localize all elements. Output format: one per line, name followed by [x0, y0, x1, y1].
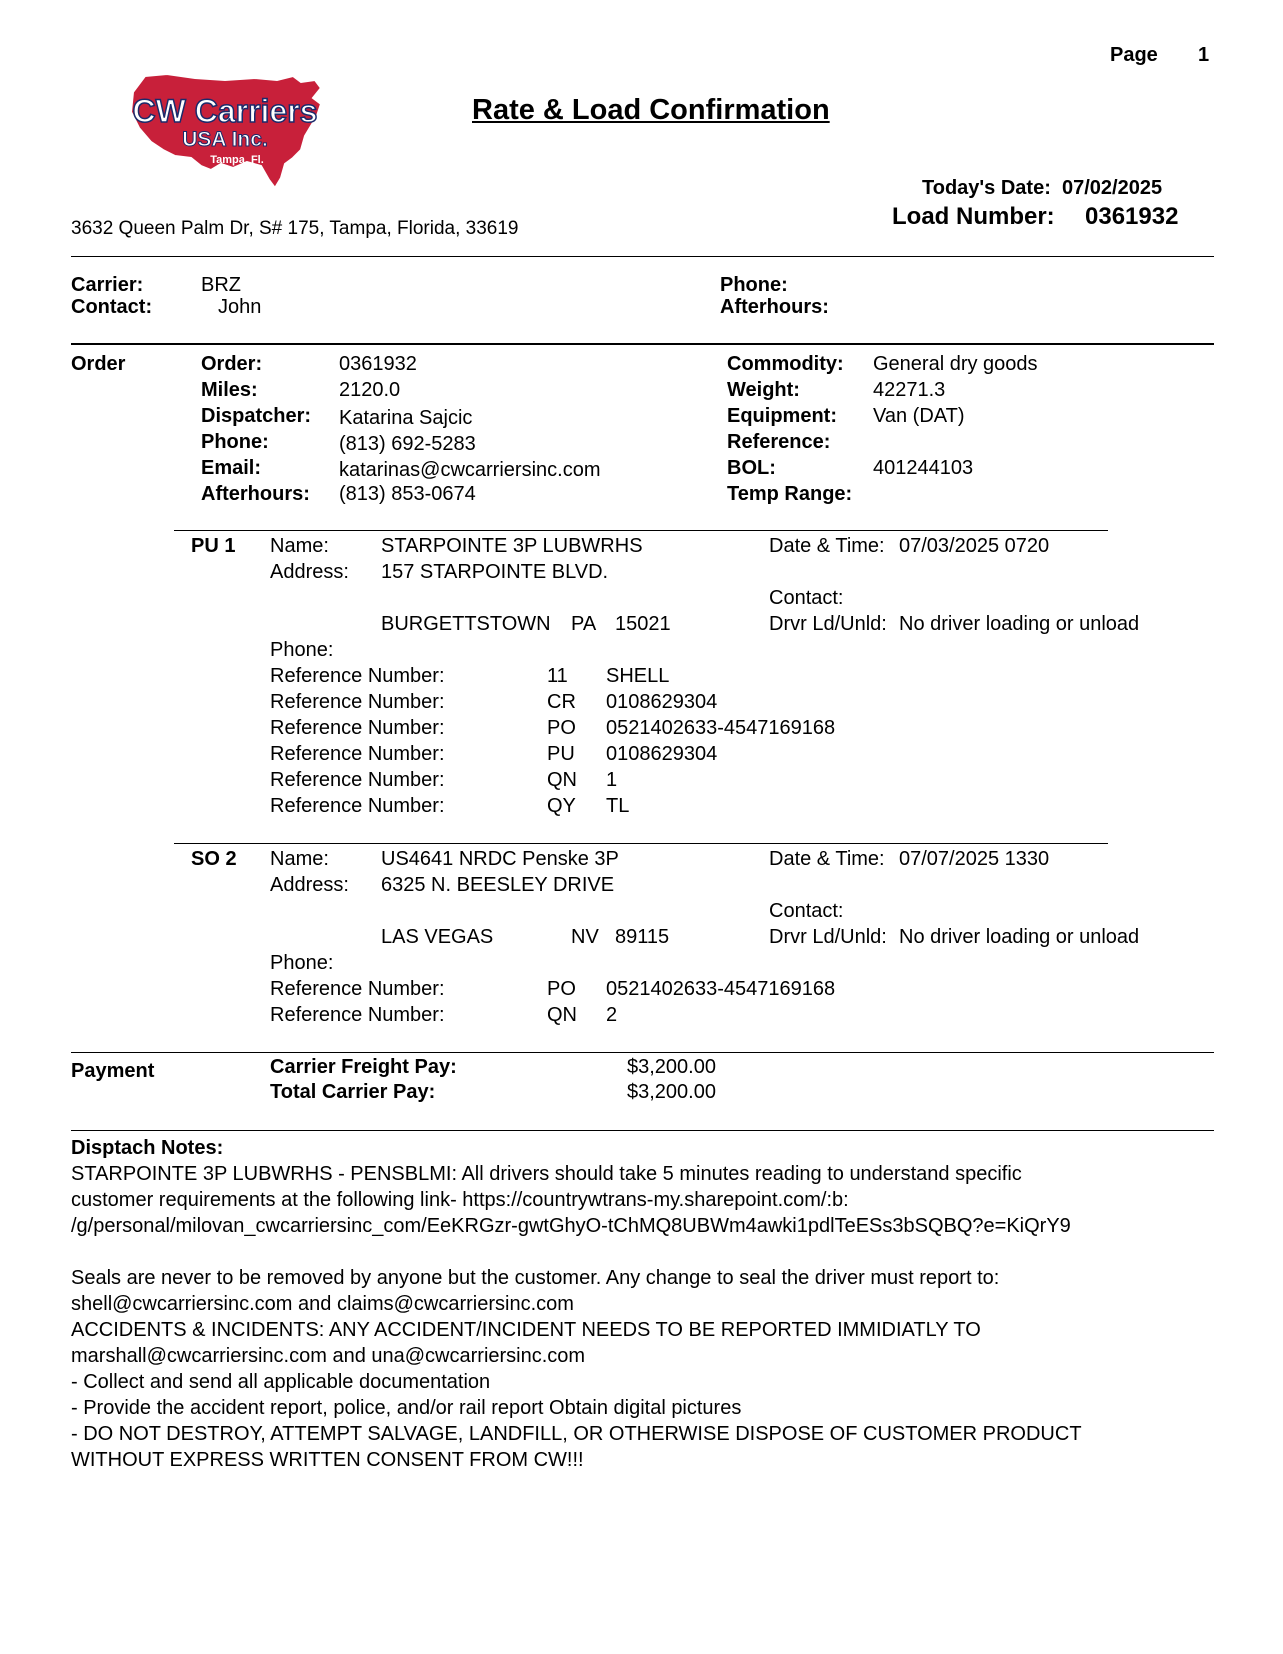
- stop-name: US4641 NRDC Penske 3P: [381, 848, 619, 870]
- notes-line: - Collect and send all applicable documentation: [71, 1371, 491, 1393]
- reference-number-label: Reference Number:: [270, 717, 445, 739]
- order-label: Order:: [201, 353, 263, 375]
- dispatcher-value: Katarina Sajcic: [339, 407, 473, 429]
- notes-line: - Provide the accident report, police, and/or rail report Obtain digital pictures: [71, 1397, 742, 1419]
- miles-label: Miles:: [201, 379, 258, 401]
- stop-address: 157 STARPOINTE BLVD.: [381, 561, 609, 583]
- divider: [71, 1130, 1214, 1131]
- bol-value: 401244103: [873, 457, 974, 479]
- reference-value: SHELL: [606, 665, 670, 687]
- notes-blank-line: [71, 1239, 1231, 1265]
- divider: [174, 843, 1108, 844]
- reference-code: QN: [547, 1004, 577, 1026]
- dispatcher-phone-label: Phone:: [201, 431, 269, 453]
- reference-value: 0108629304: [606, 691, 718, 713]
- reference-code: PO: [547, 717, 576, 739]
- stop-drvr-label: Drvr Ld/Unld:: [769, 926, 887, 948]
- reference-number-label: Reference Number:: [270, 691, 445, 713]
- weight-value: 42271.3: [873, 379, 946, 401]
- dispatcher-label: Dispatcher:: [201, 405, 312, 427]
- notes-line: Seals are never to be removed by anyone but the customer. Any change to seal the driver must report to:: [71, 1267, 1000, 1289]
- stop-datetime-label: Date & Time:: [769, 535, 885, 557]
- stop-drvr-label: Drvr Ld/Unld:: [769, 613, 887, 635]
- carrier-label: Carrier:: [71, 274, 144, 296]
- carrier-phone-label: Phone:: [720, 274, 788, 296]
- reference-number-label: Reference Number:: [270, 978, 445, 1000]
- dispatch-notes: [71, 1135, 1231, 1473]
- miles-value: 2120.0: [339, 379, 401, 401]
- order-value: 0361932: [339, 353, 417, 375]
- order-afterhours-value: (813) 853-0674: [339, 483, 476, 505]
- load-number-value: 0361932: [1085, 203, 1179, 230]
- order-section-label: Order: [71, 353, 126, 375]
- divider: [174, 530, 1108, 531]
- reference-value: 0108629304: [606, 743, 718, 765]
- stop-code: SO 2: [191, 848, 237, 870]
- weight-label: Weight:: [727, 379, 800, 401]
- freight-pay-value: $3,200.00: [627, 1056, 716, 1078]
- stop-phone-label: Phone:: [270, 639, 334, 661]
- bol-label: BOL:: [727, 457, 776, 479]
- stop-address-label: Address:: [270, 874, 349, 896]
- reference-number-label: Reference Number:: [270, 795, 445, 817]
- reference-number-label: Reference Number:: [270, 769, 445, 791]
- equipment-label: Equipment:: [727, 405, 837, 427]
- reference-number-label: Reference Number:: [270, 743, 445, 765]
- stop-drvr-value: No driver loading or unload: [899, 926, 1140, 948]
- carrier-afterhours-label: Afterhours:: [720, 296, 829, 318]
- commodity-label: Commodity:: [727, 353, 844, 375]
- notes-line: ACCIDENTS & INCIDENTS: ANY ACCIDENT/INCIDENT NEEDS TO BE REPORTED IMMIDIATLY TO: [71, 1319, 981, 1341]
- stop-city: LAS VEGAS: [381, 926, 494, 948]
- stop-state: PA: [571, 613, 597, 635]
- logo-line2: USA Inc.: [182, 128, 268, 151]
- contact-value: John: [218, 296, 262, 318]
- reference-value: TL: [606, 795, 630, 817]
- dispatcher-phone-value: (813) 692-5283: [339, 433, 476, 455]
- reference-value: 0521402633-4547169168: [606, 717, 836, 739]
- email-label: Email:: [201, 457, 262, 479]
- notes-line: customer requirements at the following link- https://countrywtrans-my.sharepoint.com/:b:: [71, 1189, 849, 1211]
- stop-datetime: 07/03/2025 0720: [899, 535, 1050, 557]
- reference-code: PO: [547, 978, 576, 1000]
- reference-value: 2: [606, 1004, 618, 1026]
- freight-pay-label: Carrier Freight Pay:: [270, 1056, 457, 1078]
- reference-label: Reference:: [727, 431, 831, 453]
- stop-city: BURGETTSTOWN: [381, 613, 551, 635]
- notes-line: shell@cwcarriersinc.com and claims@cwcarriersinc.com: [71, 1293, 574, 1315]
- contact-label: Contact:: [71, 296, 153, 318]
- notes-title: Disptach Notes:: [71, 1137, 224, 1159]
- stop-name-label: Name:: [270, 848, 329, 870]
- page-title: Rate & Load Confirmation: [472, 94, 830, 126]
- reference-code: PU: [547, 743, 575, 765]
- reference-code: QY: [547, 795, 576, 817]
- todays-date-value: 07/02/2025: [1062, 177, 1163, 199]
- stop-name: STARPOINTE 3P LUBWRHS: [381, 535, 643, 557]
- todays-date-label: Today's Date:: [922, 177, 1051, 199]
- divider: [71, 256, 1214, 257]
- stop-address-label: Address:: [270, 561, 349, 583]
- page-label: Page: [1110, 44, 1158, 66]
- commodity-value: General dry goods: [873, 353, 1038, 375]
- stop-name-label: Name:: [270, 535, 329, 557]
- reference-code: CR: [547, 691, 576, 713]
- company-logo: [125, 66, 330, 192]
- stop-contact-label: Contact:: [769, 587, 844, 609]
- reference-code: 11: [547, 665, 568, 687]
- total-pay-label: Total Carrier Pay:: [270, 1081, 436, 1103]
- stop-contact-label: Contact:: [769, 900, 844, 922]
- notes-line: /g/personal/milovan_cwcarriersinc_com/EeKRGzr-gwtGhyO-tChMQ8UBWm4awki1pdlTeESs3bSQBQ?e=KiQrY9: [71, 1215, 1071, 1237]
- stop-state: NV: [571, 926, 599, 948]
- payment-section-label: Payment: [71, 1060, 155, 1082]
- stop-zip: 15021: [615, 613, 671, 635]
- reference-value: 0521402633-4547169168: [606, 978, 836, 1000]
- carrier-value: BRZ: [201, 274, 241, 296]
- reference-number-label: Reference Number:: [270, 1004, 445, 1026]
- load-number-label: Load Number:: [892, 203, 1055, 230]
- logo-line3: Tampa, Fl.: [210, 154, 264, 166]
- divider: [71, 1052, 1214, 1053]
- notes-line: - DO NOT DESTROY, ATTEMPT SALVAGE, LANDFILL, OR OTHERWISE DISPOSE OF CUSTOMER PRODUCT: [71, 1423, 1082, 1445]
- logo-line1: CW Carriers: [132, 93, 318, 129]
- reference-code: QN: [547, 769, 577, 791]
- reference-value: 1: [606, 769, 618, 791]
- divider: [71, 343, 1214, 345]
- stop-address: 6325 N. BEESLEY DRIVE: [381, 874, 615, 896]
- notes-line: marshall@cwcarriersinc.com and una@cwcarriersinc.com: [71, 1345, 586, 1367]
- reference-number-label: Reference Number:: [270, 665, 445, 687]
- order-afterhours-label: Afterhours:: [201, 483, 310, 505]
- email-link[interactable]: katarinas@cwcarriersinc.com: [339, 459, 601, 481]
- equipment-value: Van (DAT): [873, 405, 965, 427]
- stop-datetime: 07/07/2025 1330: [899, 848, 1050, 870]
- stop-code: PU 1: [191, 535, 236, 557]
- company-address: 3632 Queen Palm Dr, S# 175, Tampa, Florida, 33619: [71, 218, 519, 239]
- notes-line: WITHOUT EXPRESS WRITTEN CONSENT FROM CW!!!: [71, 1449, 584, 1471]
- total-pay-value: $3,200.00: [627, 1081, 716, 1103]
- page-number: 1: [1198, 44, 1210, 66]
- notes-line: STARPOINTE 3P LUBWRHS - PENSBLMI: All drivers should take 5 minutes reading to understand specific: [71, 1163, 1022, 1185]
- stop-phone-label: Phone:: [270, 952, 334, 974]
- temp-range-label: Temp Range:: [727, 483, 853, 505]
- stop-drvr-value: No driver loading or unload: [899, 613, 1140, 635]
- stop-zip: 89115: [615, 926, 670, 948]
- stop-datetime-label: Date & Time:: [769, 848, 885, 870]
